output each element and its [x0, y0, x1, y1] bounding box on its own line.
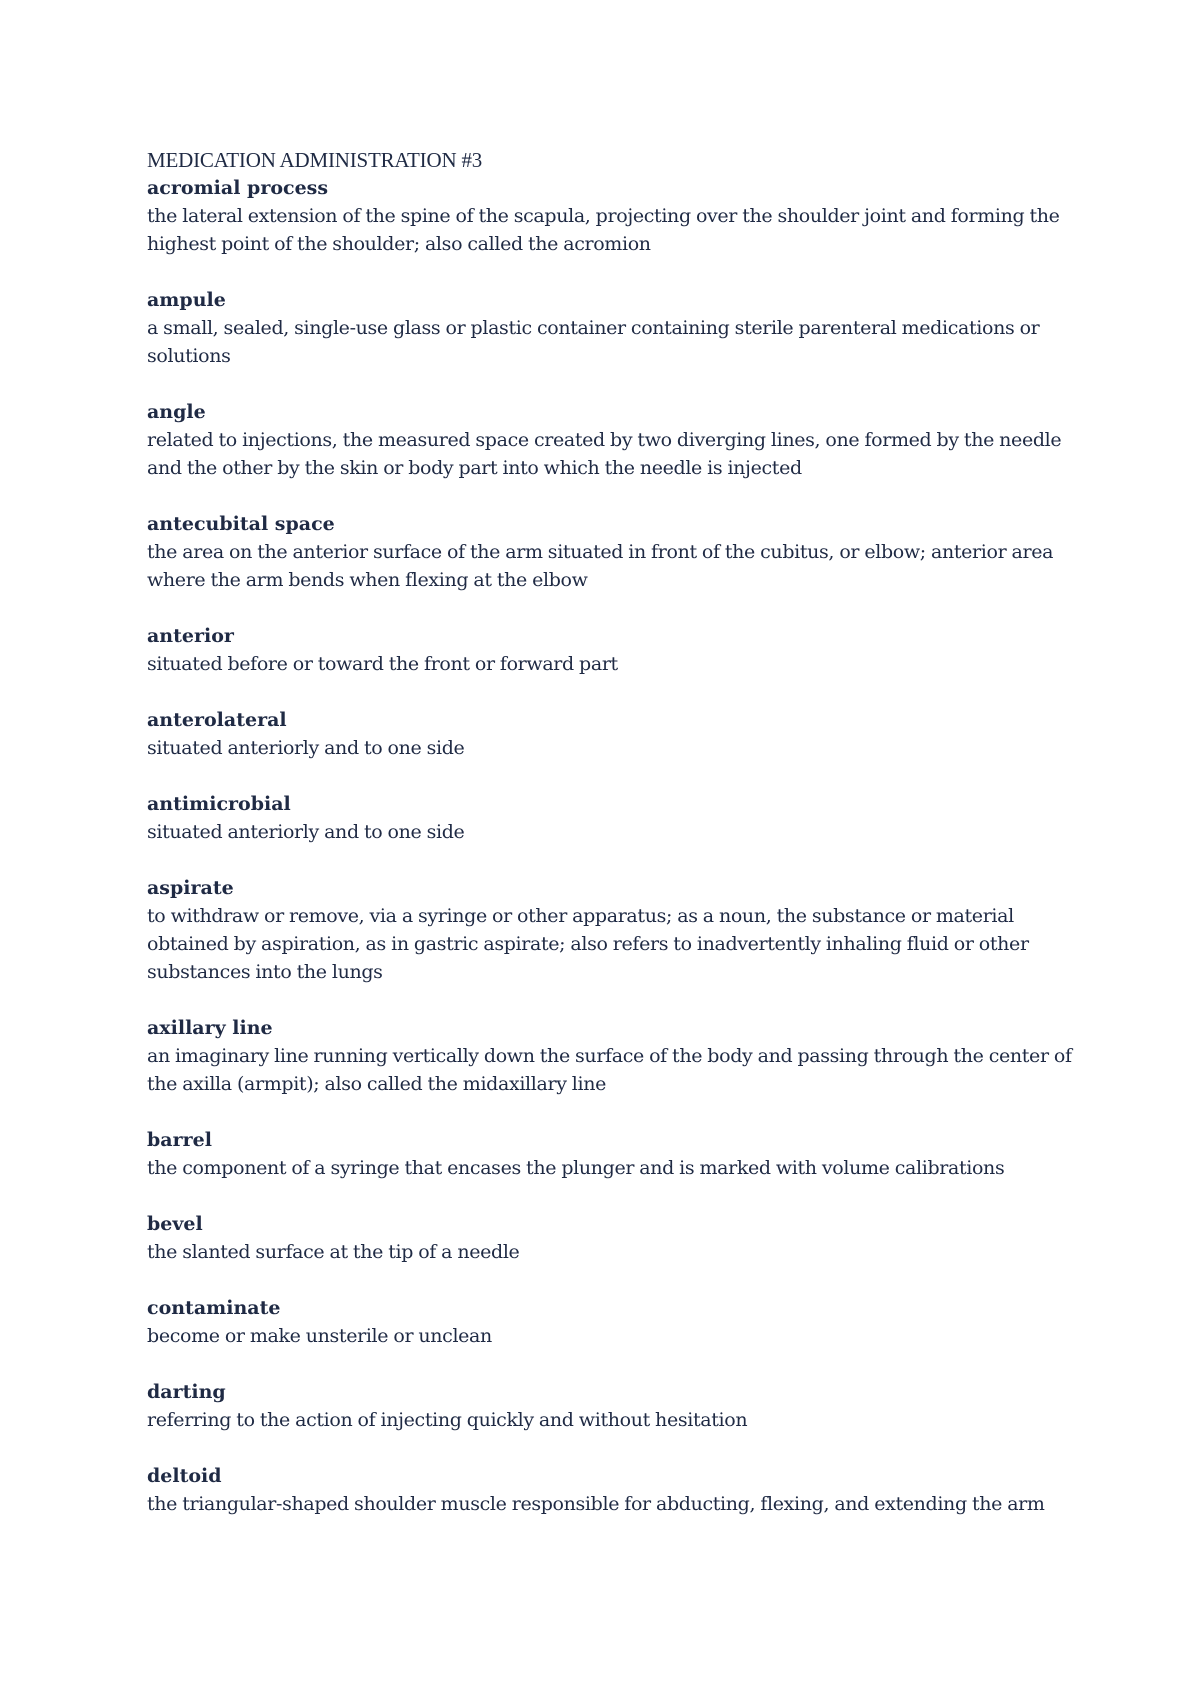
definition: a small, sealed, single-use glass or plastic container containing sterile parenteral medications or solutions — [147, 317, 1040, 367]
glossary-entry — [147, 286, 1077, 370]
glossary-entry — [147, 622, 1077, 678]
definition: the component of a syringe that encases the plunger and is marked with volume calibrations — [147, 1157, 1005, 1179]
glossary-entry — [147, 874, 1077, 986]
definition: situated anteriorly and to one side — [147, 821, 465, 843]
definition: situated before or toward the front or forward part — [147, 653, 618, 675]
definition: the area on the anterior surface of the arm situated in front of the cubitus, or elbow; anterior area where the arm bends when flexing at the elbow — [147, 541, 1054, 591]
term: axillary line — [147, 1017, 273, 1039]
term: deltoid — [147, 1465, 222, 1487]
glossary-entry — [147, 1210, 1077, 1266]
definition: related to injections, the measured space created by two diverging lines, one formed by the needle and the other by the skin or body part into which the needle is injected — [147, 429, 1062, 479]
definition: the lateral extension of the spine of the scapula, projecting over the shoulder joint and forming the highest point of the shoulder; also called the acromion — [147, 205, 1060, 255]
glossary-list — [147, 174, 1077, 1518]
term: darting — [147, 1381, 226, 1403]
definition: referring to the action of injecting quickly and without hesitation — [147, 1409, 748, 1431]
definition: the triangular-shaped shoulder muscle responsible for abducting, flexing, and extending the arm — [147, 1493, 1045, 1515]
term: anterior — [147, 625, 234, 647]
term: bevel — [147, 1213, 203, 1235]
glossary-entry — [147, 510, 1077, 594]
term: ampule — [147, 289, 226, 311]
term: contaminate — [147, 1297, 281, 1319]
term: angle — [147, 401, 206, 423]
glossary-entry — [147, 1294, 1077, 1350]
glossary-entry — [147, 398, 1077, 482]
definition: an imaginary line running vertically down the surface of the body and passing through the center of the axilla (armpit); also called the midaxillary line — [147, 1045, 1072, 1095]
term: antimicrobial — [147, 793, 291, 815]
definition: situated anteriorly and to one side — [147, 737, 465, 759]
term: acromial process — [147, 177, 329, 199]
document-title: MEDICATION ADMINISTRATION #3 — [147, 148, 483, 172]
definition: the slanted surface at the tip of a needle — [147, 1241, 520, 1263]
term: barrel — [147, 1129, 212, 1151]
definition: become or make unsterile or unclean — [147, 1325, 492, 1347]
term: antecubital space — [147, 513, 335, 535]
glossary-entry — [147, 706, 1077, 762]
term: aspirate — [147, 877, 234, 899]
glossary-entry — [147, 1126, 1077, 1182]
definition: to withdraw or remove, via a syringe or other apparatus; as a noun, the substance or material obtained by aspiration, as in gastric aspirate; also refers to inadvertently inhaling fluid or other substances into the lungs — [147, 905, 1029, 983]
term: anterolateral — [147, 709, 287, 731]
glossary-entry — [147, 1378, 1077, 1434]
glossary-entry — [147, 174, 1077, 258]
glossary-entry — [147, 1462, 1077, 1518]
document-page — [147, 146, 1077, 1546]
glossary-entry — [147, 1014, 1077, 1098]
glossary-entry — [147, 790, 1077, 846]
